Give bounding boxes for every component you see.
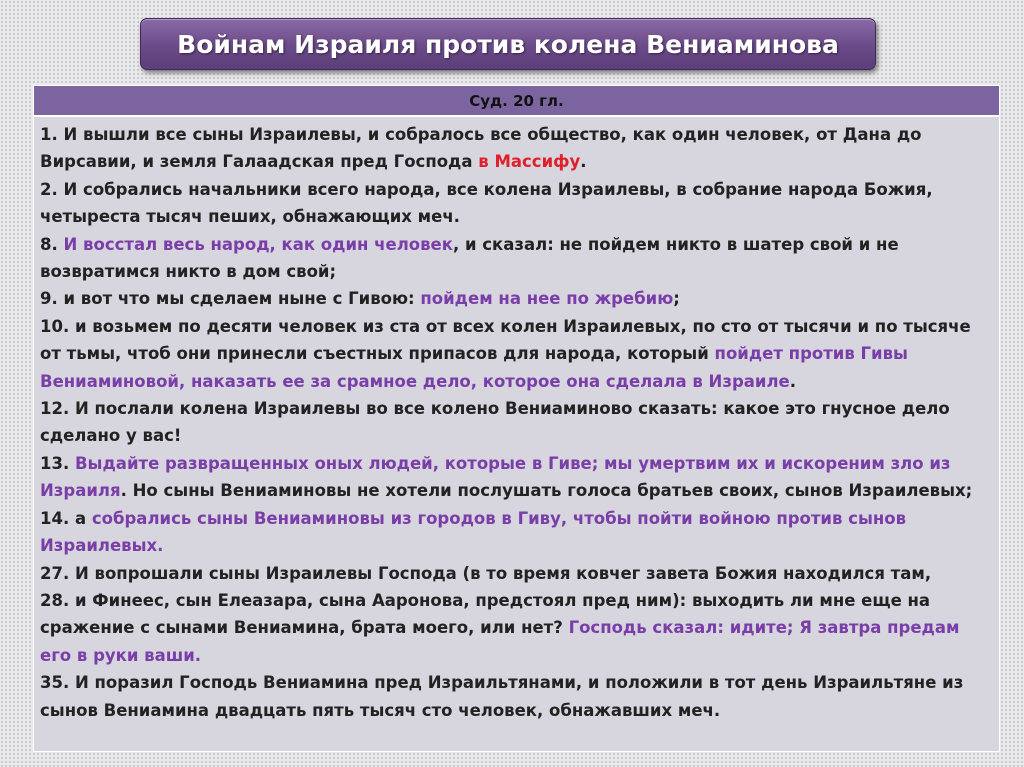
highlight-purple: Выдайте развращенных оных людей, которые в Гиве; мы умертвим их и искореним зло из Израиля [40,453,951,501]
highlight-purple: Господь сказал: идите; Я завтра предам его в руки ваши. [40,618,960,665]
verse-12: 12. И послали колена Израилевы во все колено Вениаминово сказать: какое это гнусное дело сделано у вас! [40,399,950,446]
highlight-purple: пойдет против Гивы Вениаминовой, наказать ее за срамное дело, которое она сделала в Израиле [40,344,908,391]
verse-8: 8. И восстал весь народ, как один человек, и сказал: не пойдем никто в шатер свой и не возвратимся никто в дом свой; [40,234,899,282]
verses-table [33,85,1000,752]
verse-1: 1. И вышли все сыны Израилевы, и собралось все общество, как один человек, от Дана до Вирсавии, и земля Галаадская пред Господа в Массифу. [40,125,922,172]
highlight-purple: И восстал весь народ, как один человек [63,234,453,254]
highlight-purple: собрались сыны Вениаминовы из городов в Гиву, чтобы пойти войною против сынов Израилевых. [40,508,907,556]
title-banner [140,18,876,70]
verse-10: 10. и возьмем по десяти человек из ста от всех колен Израилевых, по сто от тысячи и по тысяче от тьмы, чтоб они принесли съестных припасов для народа, который пойдет против Гивы Вениаминовой, наказать ее за срамное дело, которое она сделала в Израиле. [40,316,971,391]
page-title: Войнам Израиля против колена Вениаминова [177,29,839,59]
verse-9: 9. и вот что мы сделаем ныне с Гивою: пойдем на нее по жребию; [40,289,680,309]
verse-27: 27. И вопрошали сыны Израилевы Господа (в то время ковчег завета Божия находился там, [40,563,932,583]
highlight-red: в Массифу [478,152,581,172]
table-header: Суд. 20 гл. [34,86,999,117]
verse-2: 2. И собрались начальники всего народа, все колена Израилевы, в собрание народа Божия, четыреста тысяч пеших, обнажающих меч. [40,179,933,227]
verse-13: 13. Выдайте развращенных оных людей, которые в Гиве; мы умертвим их и искореним зло из Израиля. Но сыны Вениаминовы не хотели послушать голоса братьев своих, сынов Израилевых; [40,453,973,501]
highlight-purple: пойдем на нее по жребию [420,289,674,309]
verse-35: 35. И поразил Господь Вениамина пред Израильтянами, и положили в тот день Израильтяне из сынов Вениамина двадцать пять тысяч сто человек, обнажавших меч. [40,673,964,720]
verse-28: 28. и Финеес, сын Елеазара, сына Ааронова, предстоял пред ним): выходить ли мне еще на сражение с сынами Вениамина, брата моего, или нет? Господь сказал: идите; Я завтра предам его в руки ваши. [40,590,960,665]
verse-14: 14. а собрались сыны Вениаминовы из городов в Гиву, чтобы пойти войною против сынов Израилевых. [40,508,907,556]
table-body [34,117,999,724]
